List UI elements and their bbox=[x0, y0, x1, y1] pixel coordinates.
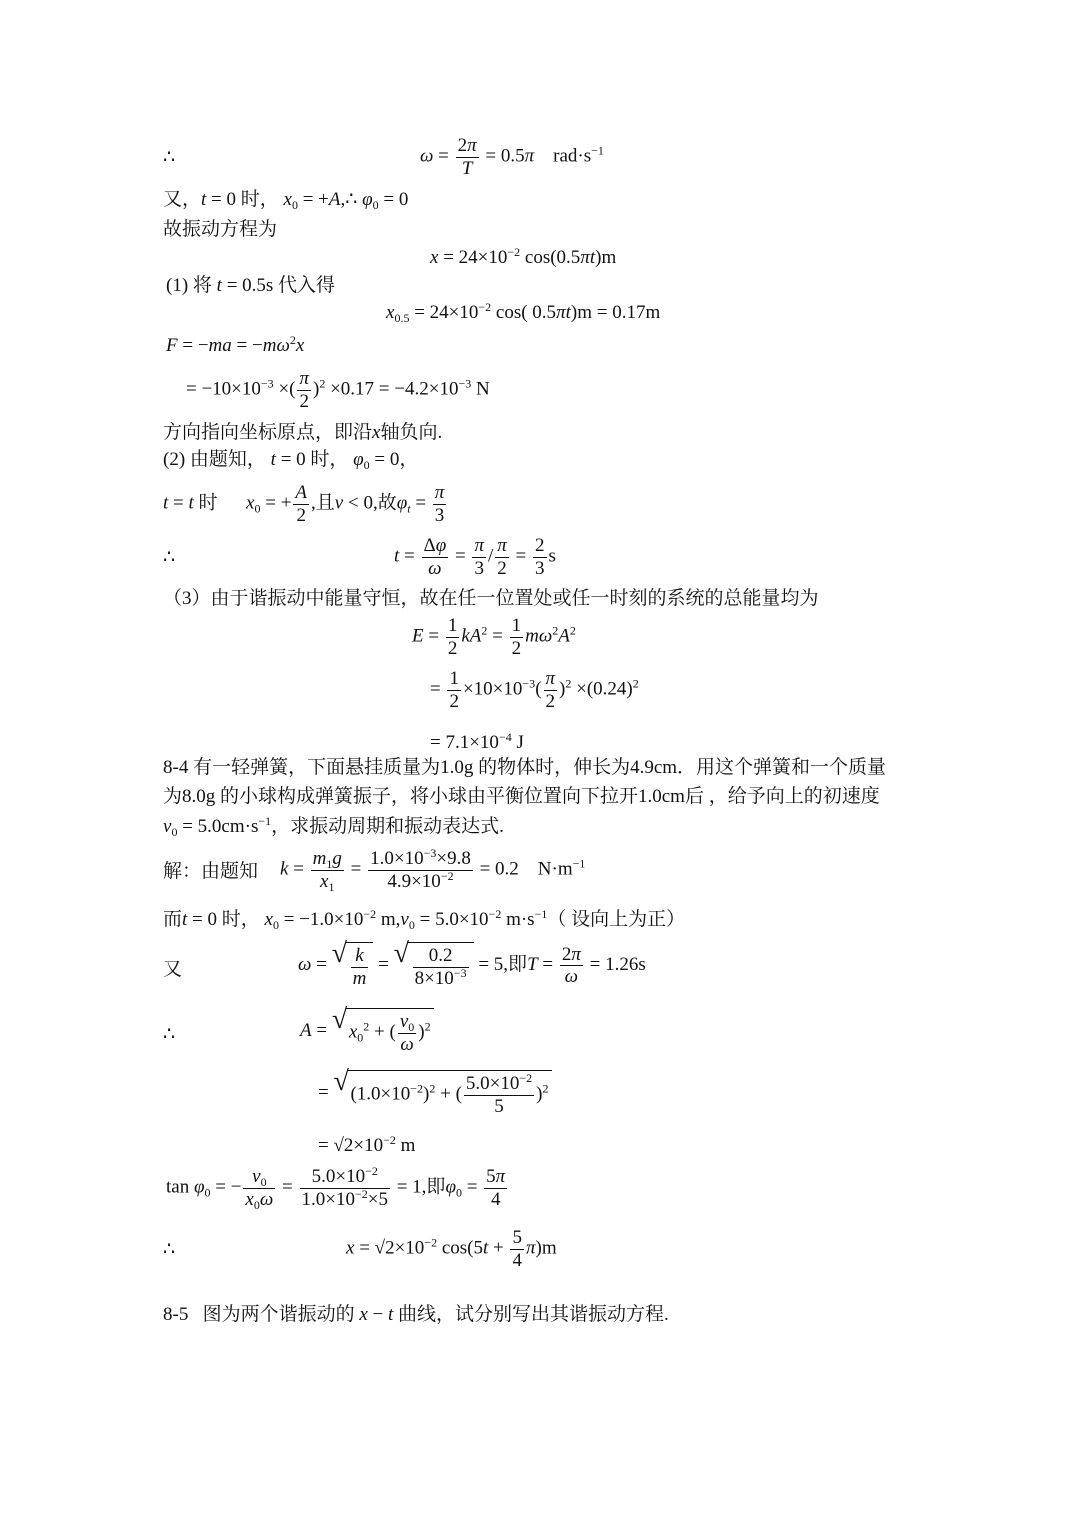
part1-label: (1) 将 t = 0.5s 代入得 bbox=[166, 275, 336, 296]
problem-8-5: 8-5 图为两个谐振动的 x − t 曲线，试分别写出其谐振动方程. bbox=[163, 1304, 669, 1325]
problem-8-4-line3: $v_0 = 5.0cm\cdot s^{-1}$，求振动周期和振动表达式. bbox=[163, 814, 504, 839]
solution-label: 解：由题知 bbox=[163, 861, 259, 882]
direction-text: 方向指向坐标原点，即沿x轴负向. bbox=[163, 422, 443, 443]
final-equation: $x = √2\times 10^{-2}$ cos(5t + $\frac{5}{4}$ π)m bbox=[346, 1227, 557, 1271]
energy-equation-3: = $7.1\times 10^{-4}$ J bbox=[430, 730, 524, 753]
motion-equation: $x = 24\times 10^{-2}$ cos(0.5πt)m bbox=[430, 245, 617, 268]
problem-8-4-line2: 为8.0g 的小球构成弹簧振子，将小球由平衡位置向下拉开1.0cm后 ，给予向上的初速度 bbox=[163, 786, 880, 807]
part3-label: （3）由于谐振动中能量守恒，故在任一位置处或任一时刻的系统的总能量均为 bbox=[163, 588, 819, 609]
problem-8-4-line1: 8-4 有一轻弹簧，下面悬挂质量为1.0g 的物体时，伸长为4.9cm．用这个弹簧和一个质量 bbox=[163, 757, 887, 778]
equation-intro: 故振动方程为 bbox=[163, 219, 278, 240]
k-equation: k = $\frac{m_1g}{x_1}$ = $\frac{1.0\times 10^{-3}\times 9.8}{4.9\times 10^{-2}}$ = 0.2 $N\cdot m^{-1}$ bbox=[280, 846, 586, 894]
you-label: 又 bbox=[163, 959, 183, 980]
part2-label: (2) 由题知， t = 0 时， $\varphi_0 = 0$， bbox=[163, 449, 419, 472]
force-equation-2: = $-10\times 10^{-3}$ ×( $\frac{\pi}{2}$ )$^2 \times 0.17 = -4.2\times 10^{-3}$ N bbox=[186, 368, 490, 412]
amplitude-equation-2: = √ $(1.0\times 10^{-2})^2$ + ( $\frac{5.0\times 10^{-2}}{5}$ )$^2$ bbox=[318, 1070, 552, 1118]
amplitude-equation-1: A = √ $x_0^2$ + ( $\frac{v_0}{\omega}$ )$^2$ bbox=[300, 1008, 434, 1056]
initial-condition-line: 又，t = 0 时， $x_0$ = +A,∴ $\varphi_0 = 0$ bbox=[163, 189, 409, 212]
therefore-sign-3: ∴ bbox=[163, 1024, 176, 1045]
initial-condition-8-4: 而t = 0 时， $x_0 = -1.0\times 10^{-2}$ $m,v_0 = 5.0\times 10^{-2}$ $m\cdot s^{-1}$（ 设向上为正） bbox=[163, 907, 686, 932]
part2-t-line: t = t 时 $x_0$ = + $\frac{A}{2}$ ,且v < 0,故$\varphi_t$ = $\frac{\pi}{3}$ bbox=[163, 482, 445, 526]
omega-equation: ω = $\frac{2\pi}{T}$ = 0.5π $rad\cdot s^{-1}$ bbox=[420, 135, 604, 179]
force-equation-1: $F = -ma = -m\omega^2x$ bbox=[166, 333, 305, 356]
amplitude-equation-3: = $√2\times 10^{-2}$ m bbox=[318, 1133, 416, 1156]
omega-period-equation: ω = √ $\frac{k}{m}$ = √ $\frac{0.2}{8\times 10^{-3}}$ = 5,即T = $\frac{2\pi}{\omega}$ = 1.26s bbox=[298, 938, 646, 989]
time-result: t = $\frac{\Delta\varphi}{\omega}$ = $\frac{\pi}{3}$ / $\frac{\pi}{2}$ = $\frac{2}{3}$ s bbox=[394, 535, 556, 579]
energy-equation-2: = $\frac{1}{2}$ $\times 10\times 10^{-3}$( $\frac{\pi}{2}$ )$^2 \times(0.24)^2$ bbox=[430, 668, 639, 712]
x05-equation: $x_{0.5} = 24\times 10^{-2}$ cos( 0.5πt)m = 0.17m bbox=[386, 300, 661, 325]
therefore-sign-1: ∴ bbox=[163, 147, 176, 168]
therefore-sign-2: ∴ bbox=[163, 547, 176, 568]
therefore-sign-4: ∴ bbox=[163, 1239, 176, 1260]
tan-phase-equation: $\tan \varphi_0$ = − $\frac{v_0}{x_0\omega}$ = $\frac{5.0\times 10^{-2}}{1.0\times 10^{-2}\times 5}$ = 1,即$\varphi_0$ = $\frac{5\pi}{4}$ bbox=[166, 1164, 506, 1212]
energy-equation-1: E = $\frac{1}{2}$ $kA^2$ = $\frac{1}{2}$ $m\omega^2A^2$ bbox=[412, 615, 576, 659]
